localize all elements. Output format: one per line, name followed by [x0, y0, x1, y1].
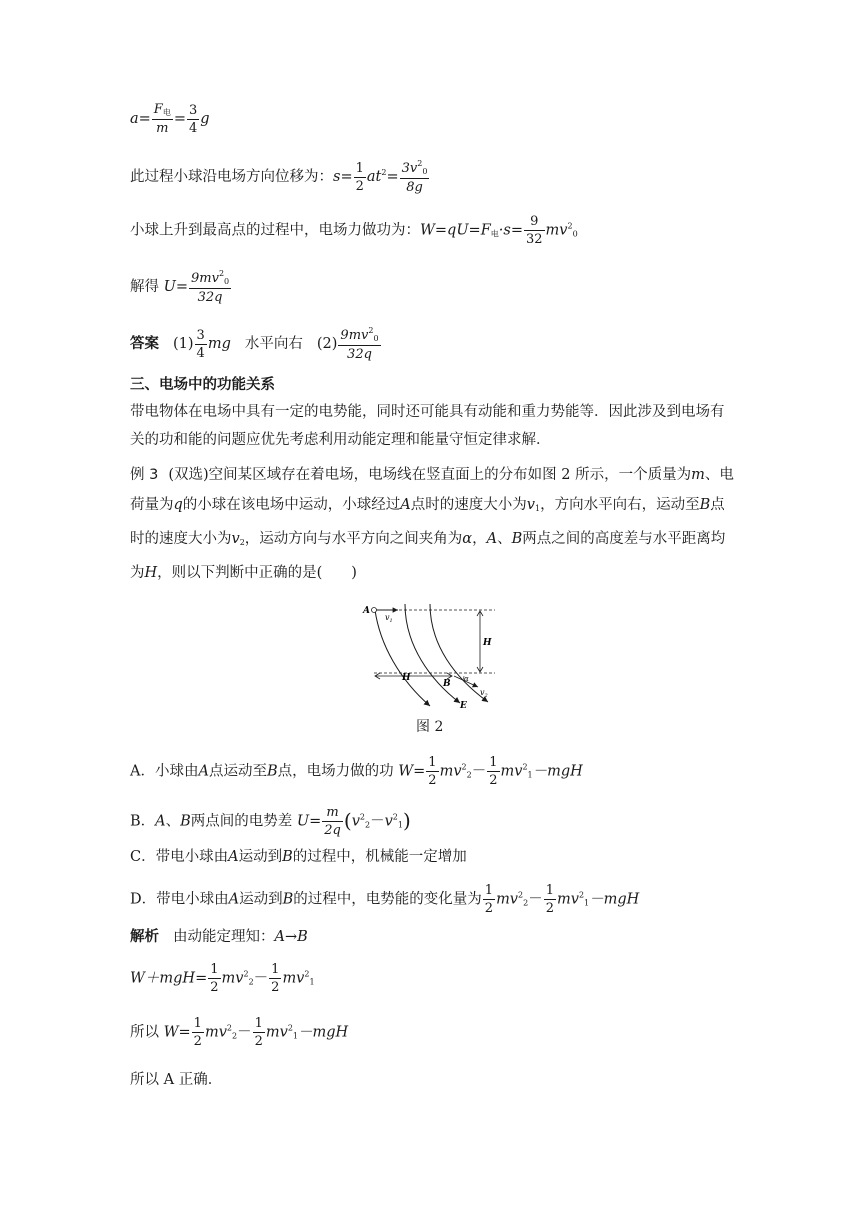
eq-tail: g: [200, 111, 210, 127]
eq-lhs: W=qU=F: [420, 222, 491, 239]
label-v1: [385, 613, 393, 624]
subscript: 电: [490, 229, 499, 239]
option-var: B: [180, 813, 191, 830]
example-text: ，运动方向与水平方向之间夹角为: [244, 531, 463, 547]
example-paragraph: [130, 460, 735, 588]
label-v2-main: v: [480, 688, 485, 697]
superscript: 2: [226, 1023, 232, 1033]
eq-tail: －mgH: [532, 763, 583, 780]
example-var: A: [486, 531, 498, 547]
superscript: 2: [578, 890, 585, 900]
term: v: [351, 813, 360, 830]
eq-lhs: U=: [296, 813, 322, 830]
denominator: 2: [489, 773, 498, 788]
label-b: B: [443, 679, 451, 689]
option-text: 运动到: [238, 849, 283, 865]
denominator: m: [156, 121, 169, 136]
eq-tail: －mgH: [589, 891, 640, 908]
numerator: 1: [545, 883, 554, 898]
equation-work: [130, 215, 578, 246]
close-paren: ): [402, 808, 411, 833]
open-paren: (: [343, 808, 352, 833]
subscript: 2: [232, 1031, 238, 1041]
example-text: 的小球在该电场中运动，小球经过: [182, 497, 401, 513]
analysis-eq1: [130, 963, 315, 994]
option-d: [130, 884, 639, 915]
option-var: B: [282, 849, 293, 865]
point-a-marker: [372, 608, 377, 613]
subscript: 2: [523, 898, 529, 908]
subscript: 1: [292, 1031, 299, 1041]
example-var: v: [231, 531, 240, 547]
fraction: [354, 162, 366, 193]
example-var: A: [400, 497, 411, 513]
label-e: E: [460, 701, 467, 711]
equation-displacement: [130, 160, 430, 194]
eq-prefix: 小球上升到最高点的过程中，电场力做功为：: [130, 222, 420, 239]
field-line-figure: [360, 600, 505, 712]
equals: =: [173, 111, 186, 127]
eq-lhs: W=: [163, 1024, 191, 1041]
fraction: [524, 215, 545, 246]
eq-lhs: a=: [130, 111, 151, 127]
numerator: 3: [196, 327, 205, 343]
superscript: 2: [368, 326, 374, 335]
minus: －: [528, 891, 543, 908]
fraction: [189, 270, 231, 304]
denominator: 2: [271, 980, 280, 995]
numerator: 1: [193, 1016, 202, 1031]
term: mv: [282, 970, 305, 987]
option-text: 、: [165, 813, 181, 830]
example-var: α: [462, 531, 473, 547]
answer-line: [130, 327, 382, 361]
minus: －: [237, 1024, 252, 1041]
numerator: F: [153, 102, 163, 117]
subscript: 电: [162, 108, 171, 117]
analysis-header: [130, 930, 308, 945]
fraction: [195, 329, 207, 360]
fraction: [208, 963, 220, 994]
example-var: m: [691, 467, 705, 483]
term: mv: [500, 763, 523, 780]
option-b: [130, 806, 411, 837]
superscript: 2: [461, 762, 467, 772]
subscript: 2: [364, 820, 371, 830]
option-c: [130, 850, 467, 865]
term: mv: [556, 891, 579, 908]
term: mv: [439, 763, 462, 780]
option-text: 两点间的电势差: [190, 813, 297, 830]
label-a: A: [363, 606, 370, 616]
option-text: 的过程中，电势能的变化量为: [293, 891, 482, 908]
subscript: 0: [572, 229, 578, 239]
numerator: m: [322, 806, 343, 822]
numerator: 3v: [401, 161, 418, 176]
label-v1-main: v: [385, 613, 390, 622]
label-alpha: α: [464, 675, 469, 683]
option-text: 的过程中，机械能一定增加: [292, 849, 467, 865]
superscript: 2: [518, 890, 524, 900]
denominator: 4: [196, 345, 205, 361]
eq-tail: －mgH: [298, 1024, 349, 1041]
example-var: H: [144, 565, 158, 581]
numerator: 3: [188, 102, 198, 118]
answer-direction: 水平向右: [244, 336, 303, 352]
eq-prefix: 所以: [130, 1024, 164, 1041]
eq-dot: ·s=: [498, 222, 523, 239]
example-label: 例 3: [130, 467, 159, 483]
subscript: 0: [373, 334, 379, 343]
denominator: 2: [254, 1034, 263, 1049]
option-text: 点运动至: [208, 763, 267, 780]
intro-paragraph: 带电物体在电场中具有一定的电势能，同时还可能具有动能和重力势能等．因此涉及到电场有关的功和能的问题应优先考虑利用动能定理和能量守恒定律求解．: [130, 404, 725, 448]
denominator: 2: [210, 980, 219, 995]
denominator: 4: [188, 120, 198, 136]
denominator: 2: [193, 1034, 202, 1049]
numerator: 1: [254, 1016, 263, 1031]
superscript: 2: [287, 1023, 293, 1033]
fraction: [426, 756, 438, 787]
fraction: [322, 806, 343, 837]
eq-tail: mv: [545, 222, 568, 239]
eq-mid: at: [366, 169, 382, 185]
answer-part1: (1): [173, 336, 194, 352]
subscript: 1: [534, 504, 541, 513]
eq-prefix: 解得: [130, 279, 164, 295]
figure-caption: 图 2: [416, 719, 444, 735]
eq-lhs: W=: [398, 763, 426, 780]
term: mv: [204, 1024, 227, 1041]
option-label: B．: [130, 813, 156, 830]
numerator: 1: [484, 883, 494, 898]
eq-lhs: s=: [333, 169, 353, 185]
subscript: 1: [397, 820, 403, 830]
fraction: [152, 103, 173, 135]
option-var: A: [228, 849, 239, 865]
denominator: 2: [545, 901, 554, 916]
example-tag: (双选): [168, 467, 209, 483]
numerator: 1: [428, 755, 437, 770]
example-text: ，方向水平向右，运动至: [540, 497, 700, 513]
term: mv: [265, 1024, 288, 1041]
option-var: A: [228, 891, 240, 908]
subscript: 1: [584, 898, 590, 908]
numerator: 9: [524, 215, 545, 231]
denominator: 32: [525, 232, 543, 247]
fraction: [487, 756, 499, 787]
option-var: A: [155, 813, 166, 830]
example-text: 空间某区域存在着电场，电场线在竖直面上的分布如图 2 所示，一个质量为: [208, 467, 692, 483]
option-text: 带电小球由: [156, 891, 229, 908]
denominator: 2: [355, 178, 364, 194]
numerator: 1: [271, 962, 280, 977]
label-v1-sub: 1: [389, 618, 393, 624]
option-text: 带电小球由: [155, 849, 229, 865]
superscript: 2: [218, 269, 225, 278]
subscript: 2: [239, 538, 245, 547]
denominator: 32q: [347, 347, 372, 362]
minus: －: [253, 970, 269, 987]
fraction: [544, 884, 556, 915]
example-text: 、电荷量为: [130, 467, 734, 513]
fraction: [253, 1017, 265, 1048]
denominator: 2: [484, 901, 494, 916]
numerator: 1: [355, 160, 364, 176]
option-label: D．: [130, 891, 157, 908]
example-text: 、: [497, 531, 512, 547]
option-var: B: [266, 763, 278, 780]
equals: =: [386, 169, 399, 185]
example-text: 点时的速度大小为: [130, 497, 725, 547]
fraction: [338, 327, 380, 361]
analysis-label: 解析: [130, 929, 159, 945]
answer-part2: (2): [316, 336, 338, 352]
subscript: 2: [466, 770, 472, 780]
fraction: [269, 963, 281, 994]
superscript: 2: [243, 969, 249, 979]
answer-label: 答案: [130, 336, 159, 352]
fraction: [400, 160, 430, 194]
answer-term: mg: [207, 336, 231, 352]
example-text: 两点之间的高度差与水平距离均为: [130, 531, 726, 581]
subscript: 1: [309, 977, 315, 987]
option-text: 点，电场力做的功: [277, 763, 399, 780]
eq-lhs: U=: [163, 279, 188, 295]
subscript: 1: [527, 770, 533, 780]
minus: －: [370, 813, 385, 830]
fraction: [192, 1017, 204, 1048]
example-text: ，则以下判断中正确的是( ): [157, 565, 357, 581]
eq-prefix: 此过程小球沿电场方向位移为：: [130, 169, 333, 185]
equation-potential: [130, 270, 232, 304]
numerator: 9mv: [340, 328, 369, 343]
label-h-vertical: H: [483, 638, 492, 648]
example-var: B: [699, 497, 711, 513]
option-var: B: [282, 891, 294, 908]
denominator: 8g: [406, 180, 423, 195]
analysis-conclusion: 所以 A 正确．: [130, 1072, 223, 1088]
numerator: 1: [489, 755, 498, 770]
analysis-eq2: [130, 1017, 348, 1048]
option-label: A．: [130, 763, 155, 780]
analysis-arrow: A→B: [274, 929, 308, 945]
denominator: 32q: [197, 290, 223, 305]
option-text: 小球由: [154, 763, 199, 780]
example-var: v: [526, 497, 535, 513]
superscript: 2: [417, 159, 423, 168]
superscript: 2: [567, 221, 573, 231]
fraction: [483, 884, 495, 915]
numerator: 9mv: [190, 271, 219, 286]
term: v: [384, 813, 393, 830]
numerator: 1: [210, 962, 219, 977]
denominator: 2: [428, 773, 437, 788]
example-var: B: [511, 531, 523, 547]
field-line-1: [375, 610, 430, 706]
term: mv: [496, 891, 519, 908]
option-text: 运动到: [239, 891, 283, 908]
example-text: ，: [472, 531, 487, 547]
subscript: 2: [248, 977, 254, 987]
superscript: 2: [392, 812, 398, 822]
option-a: [130, 756, 583, 787]
field-line-2: [405, 604, 460, 703]
label-v2-sub: 2: [484, 693, 488, 699]
superscript: 2: [304, 969, 310, 979]
superscript: 2: [381, 168, 387, 177]
label-h-horizontal: H: [402, 673, 411, 683]
example-text: 点时的速度大小为: [410, 497, 527, 513]
example-var: q: [173, 497, 183, 513]
section-heading: 三、电场中的功能关系: [130, 377, 275, 393]
subscript: 0: [422, 167, 428, 176]
eq-lhs: W＋mgH=: [130, 970, 208, 987]
subscript: 0: [224, 277, 230, 286]
superscript: 2: [359, 812, 365, 822]
term: mv: [221, 970, 244, 987]
analysis-intro: 由动能定理知：: [173, 929, 275, 945]
option-label: C．: [130, 849, 156, 865]
minus: －: [471, 763, 487, 780]
denominator: 2q: [324, 823, 341, 838]
equation-acceleration: [130, 103, 210, 135]
fraction: [187, 104, 199, 135]
option-var: A: [198, 763, 209, 780]
superscript: 2: [522, 762, 528, 772]
